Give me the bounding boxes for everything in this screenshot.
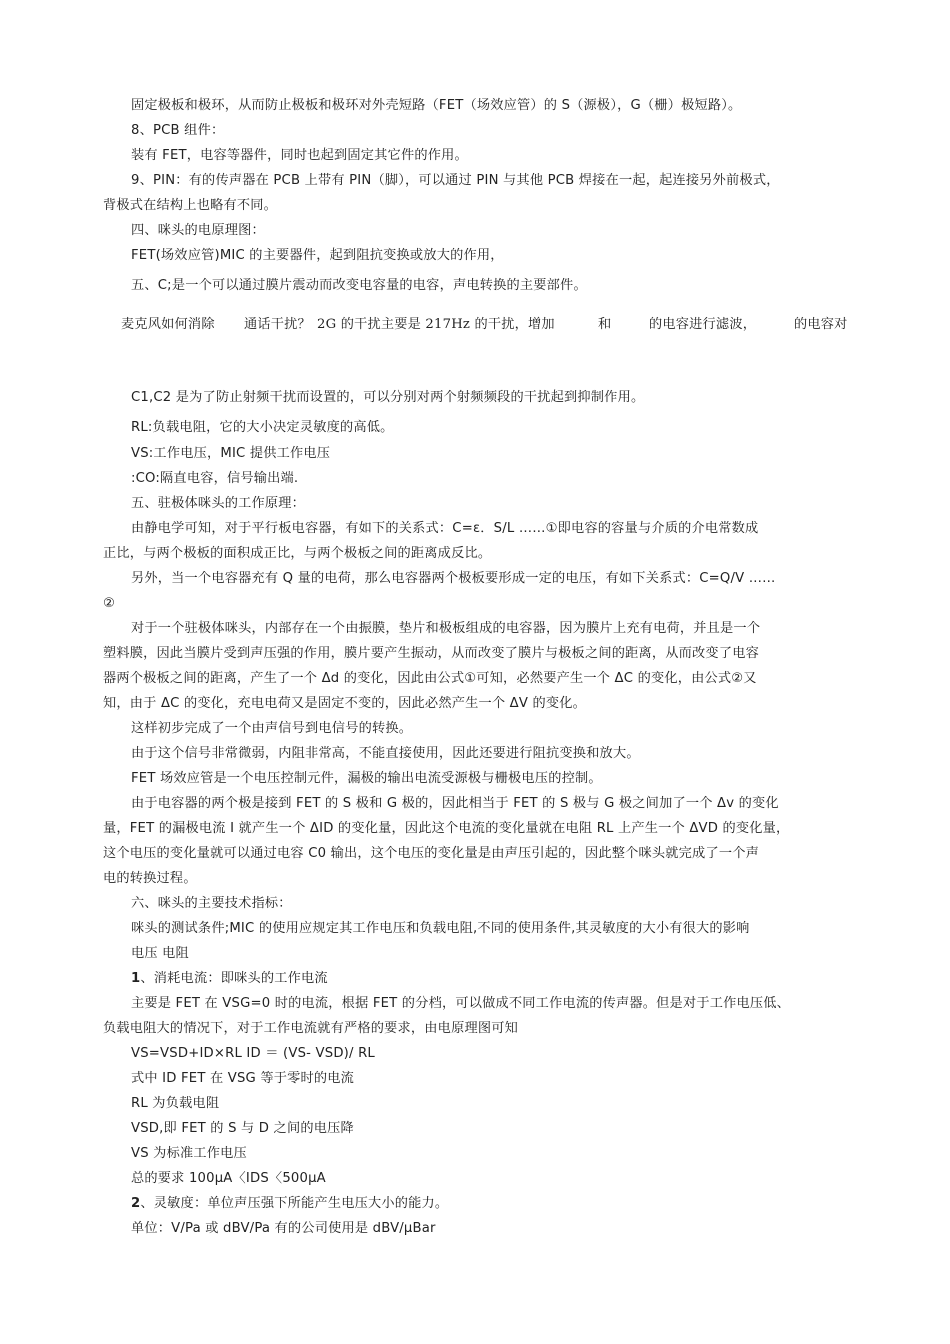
text-line: 另外，当一个电容器充有 Q 量的电荷，那么电容器两个极板要形成一定的电压，有如下关系式：C=Q/V …… — [131, 571, 776, 586]
question-line-part: 的电容对 — [794, 317, 848, 332]
text-line: 固定极板和极环，从而防止极板和极环对外壳短路（FET（场效应管）的 S（源极），G（栅）极短路）。 — [131, 98, 742, 113]
text-line: 知，由于 ΔC 的变化，充电电荷又是固定不变的，因此必然产生一个 ΔV 的变化。 — [103, 696, 587, 711]
list-heading — [131, 1195, 448, 1213]
text-line: 器两个极板之间的距离，产生了一个 Δd 的变化，因此由公式①可知，必然要产生一个 ΔC 的变化，由公式②又 — [103, 671, 757, 686]
question-line-part: 通话干扰？ — [244, 317, 311, 332]
text-line: 由静电学可知，对于平行板电容器，有如下的关系式：C=ε．S/L ……①即电容的容量与介质的介电常数成 — [131, 521, 759, 536]
question-line-part: 的电容进行滤波， — [649, 317, 757, 332]
text-line: FET 场效应管是一个电压控制元件，漏极的输出电流受源极与栅极电压的控制。 — [131, 771, 602, 786]
question-line-part: 麦克风如何消除 — [121, 317, 215, 332]
text-line: RL 为负载电阻 — [131, 1096, 220, 1111]
formula-line: VS=VSD+ID×RL ID ＝ (VS- VSD)/ RL — [131, 1046, 375, 1061]
list-heading-text: 、灵敏度：单位声压强下所能产生电压大小的能力。 — [140, 1196, 449, 1211]
section-heading: 四、咪头的电原理图： — [131, 223, 265, 238]
text-line: 塑料膜，因此当膜片受到声压强的作用，膜片要产生振动，从而改变了膜片与极板之间的距离，从而改变了电容 — [103, 646, 759, 661]
text-line: 量，FET 的漏极电流 I 就产生一个 ΔID 的变化量，因此这个电流的变化量就在电阻 RL 上产生一个 ΔVD 的变化量， — [103, 821, 790, 836]
text-line: 这个电压的变化量就可以通过电容 C0 输出，这个电压的变化量是由声压引起的，因此整个咪头就完成了一个声 — [103, 846, 759, 861]
text-line: 对于一个驻极体咪头，内部存在一个由振膜，垫片和极板组成的电容器，因为膜片上充有电荷，并且是一个 — [131, 621, 761, 636]
section-heading: 五、驻极体咪头的工作原理： — [131, 496, 306, 511]
text-line: 正比，与两个极板的面积成正比，与两个极板之间的距离成反比。 — [103, 546, 492, 561]
text-line: 这样初步完成了一个由声信号到电信号的转换。 — [131, 721, 413, 736]
section-heading: 8、PCB 组件： — [131, 123, 225, 138]
list-number: 1 — [131, 971, 141, 986]
text-line: 9、PIN：有的传声器在 PCB 上带有 PIN（脚），可以通过 PIN 与其他 PCB 焊接在一起，起连接另外前极式， — [131, 173, 780, 188]
text-line: 总的要求 100μA〈IDS〈500μA — [131, 1171, 326, 1186]
text-line: VSD,即 FET 的 S 与 D 之间的电压降 — [131, 1121, 354, 1136]
question-line-part: 2G 的干扰主要是 217Hz 的干扰，增加 — [317, 317, 555, 332]
text-line: :CO:隔直电容，信号输出端. — [131, 471, 299, 486]
text-line: 咪头的测试条件;MIC 的使用应规定其工作电压和负载电阻,不同的使用条件,其灵敏度的大小有很大的影响 — [131, 921, 750, 936]
text-line: 背极式在结构上也略有不同。 — [103, 198, 278, 213]
list-heading-text: 、消耗电流：即咪头的工作电流 — [140, 971, 328, 986]
text-line: VS:工作电压，MIC 提供工作电压 — [131, 446, 331, 461]
list-number: 2 — [131, 1196, 141, 1211]
text-line: ② — [103, 596, 116, 611]
text-line: FET(场效应管)MIC 的主要器件，起到阻抗变换或放大的作用， — [131, 248, 504, 263]
text-line: 由于电容器的两个极是接到 FET 的 S 极和 G 极的，因此相当于 FET 的 S 极与 G 极之间加了一个 Δv 的变化 — [131, 796, 779, 811]
question-line-part: 和 — [598, 317, 612, 332]
text-line: 式中 ID FET 在 VSG 等于零时的电流 — [131, 1071, 355, 1086]
text-line: 五、C;是一个可以通过膜片震动而改变电容量的电容，声电转换的主要部件。 — [131, 278, 587, 293]
text-line: C1,C2 是为了防止射频干扰而设置的，可以分别对两个射频频段的干扰起到抑制作用。 — [131, 390, 645, 405]
section-heading: 六、咪头的主要技术指标： — [131, 896, 292, 911]
text-line: 电压 电阻 — [131, 946, 189, 961]
text-line: 由于这个信号非常微弱，内阻非常高，不能直接使用，因此还要进行阻抗变换和放大。 — [131, 746, 640, 761]
text-line: 装有 FET，电容等器件，同时也起到固定其它件的作用。 — [131, 148, 468, 163]
text-line: 单位：V/Pa 或 dBV/Pa 有的公司使用是 dBV/μBar — [131, 1221, 436, 1236]
text-line: 负载电阻大的情况下，对于工作电流就有严格的要求，由电原理图可知 — [103, 1021, 519, 1036]
text-line: 电的转换过程。 — [103, 871, 197, 886]
list-heading — [131, 970, 328, 988]
text-line: RL:负载电阻，它的大小决定灵敏度的高低。 — [131, 420, 394, 435]
text-line: 主要是 FET 在 VSG=0 时的电流，根据 FET 的分档，可以做成不同工作电流的传声器。但是对于工作电压低、 — [131, 996, 791, 1011]
text-line: VS 为标准工作电压 — [131, 1146, 247, 1161]
